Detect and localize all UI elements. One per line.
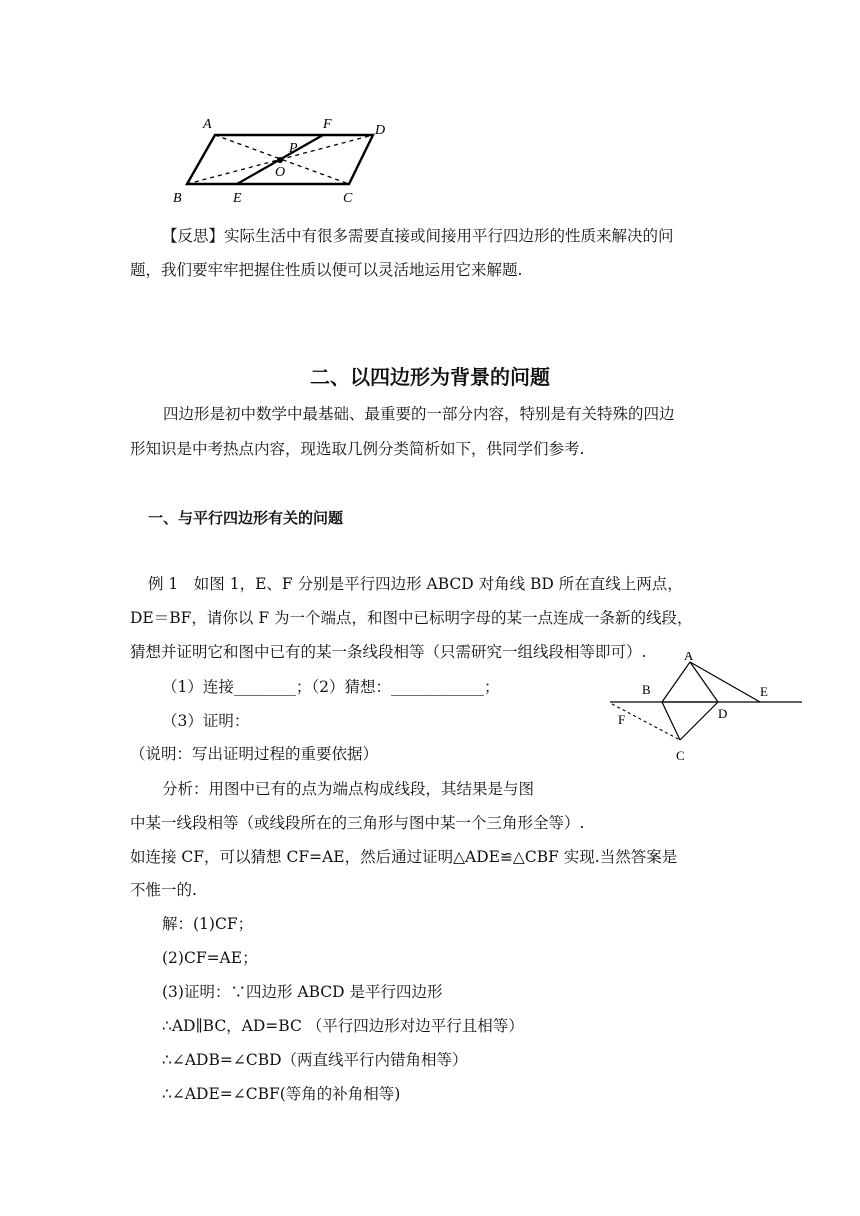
question-1-2: （1）连接________；（2）猜想：____________； [162,678,500,696]
reflection-text-1: 实际生活中有很多需要直接或间接用平行四边形的性质来解决的问 [224,227,674,245]
label-p: P [289,141,298,156]
subsection-title: 一、与平行四边形有关的问题 [148,509,344,527]
solution-step-6: ∴∠ADE=∠CBF(等角的补角相等) [162,1085,401,1103]
label-e: E [233,191,242,206]
example-line-2: DE＝BF，请你以 F 为一个端点，和图中已标明字母的某一点连成一条新的线段， [130,609,693,627]
solution-step-3: (3)证明：∵四边形 ABCD 是平行四边形 [162,983,443,1001]
center-point [277,157,283,163]
solution-step-5: ∴∠ADB=∠CBD（两直线平行内错角相等） [162,1051,468,1069]
analysis-line-2: 中某一线段相等（或线段所在的三角形与图中某一个三角形全等）. [130,814,585,832]
label-c: C [343,191,353,206]
solution-step-2: (2)CF=AE； [162,949,258,967]
label-d: D [375,123,386,138]
example-figure [600,652,810,770]
segment-ab [662,662,690,702]
fig2-label-d: D [718,706,728,721]
reflection-line-2: 题，我们要牢牢把握住性质以便可以灵活地运用它来解题. [130,261,523,279]
label-b: B [173,191,182,206]
section-title: 二、以四边形为背景的问题 [310,365,550,389]
reflection-tag: 【反思】 [162,227,225,245]
intro-line-2: 形知识是中考热点内容，现选取几例分类简析如下，供同学们参考. [130,440,585,458]
fig2-label-e: E [760,684,768,699]
label-f: F [323,117,332,132]
example-line-1: 例 1 如图 1，E、F 分别是平行四边形 ABCD 对角线 BD 所在直线上两点， [148,575,683,593]
segment-ae [690,662,760,702]
example-line-3: 猜想并证明它和图中已有的某一条线段相等（只需研究一组线段相等即可）. [130,643,647,661]
fig2-label-c: C [676,748,685,763]
solution-step-4: ∴AD∥BC，AD=BC （平行四边形对边平行且相等） [162,1017,524,1035]
label-a: A [203,117,212,132]
analysis-line-4: 不惟一的. [130,881,197,899]
segment-ad [690,662,718,702]
question-3: （3）证明： [162,712,250,730]
fig2-label-a: A [684,652,694,663]
parallelogram-figure [165,112,405,208]
reflection-line-1 [162,226,674,246]
fig2-label-b: B [642,682,651,697]
example-note: （说明：写出证明过程的重要依据） [130,745,379,763]
fig2-label-f: F [618,712,626,727]
intro-line-1: 四边形是初中数学中最基础、最重要的一部分内容，特别是有关特殊的四边 [163,405,675,423]
label-o: O [275,165,286,180]
segment-dc [680,702,718,740]
analysis-line-3: 如连接 CF，可以猜想 CF=AE，然后通过证明△ADE≌△CBF 实现.当然答案是 [130,848,678,866]
segment-bc [662,702,680,740]
solution-step-1: 解：(1)CF； [162,915,254,933]
analysis-line-1: 分析：用图中已有的点为端点构成线段，其结果是与图 [162,780,535,798]
